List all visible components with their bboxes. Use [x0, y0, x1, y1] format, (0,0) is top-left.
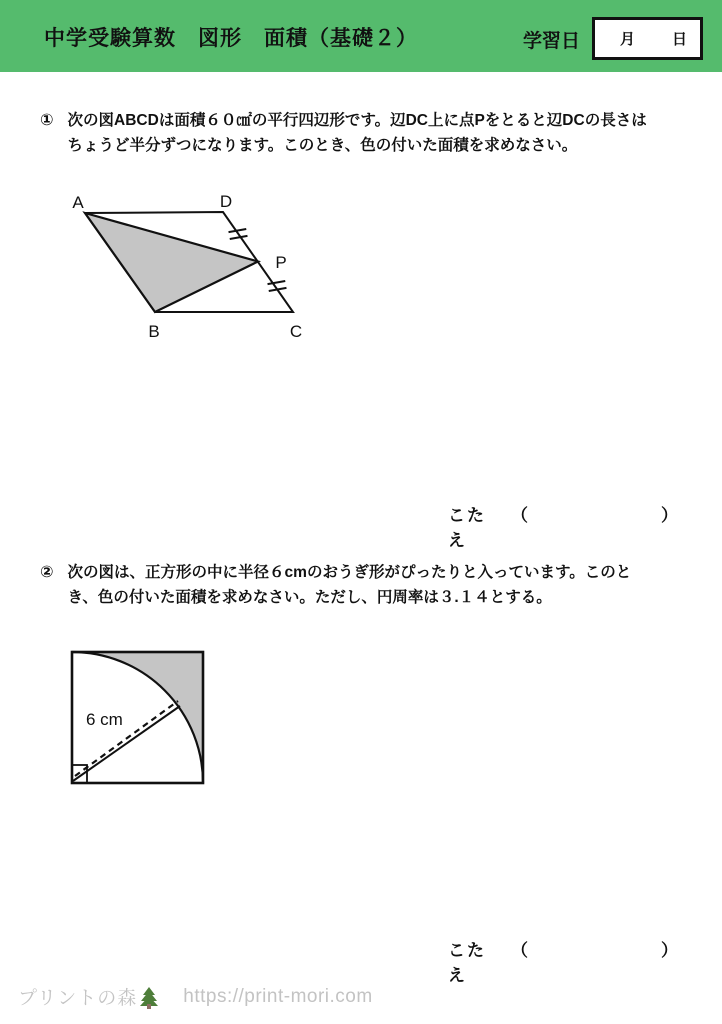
answer-1-blank — [528, 520, 661, 521]
vertex-label-c: C — [289, 322, 303, 341]
problem-1-text: 次の図ABCDは面積６０㎠の平行四辺形です。辺DC上に点Pをとると辺DCの長さはちょうど半分ずつになります。このとき、色の付いた面積を求めなさい。 — [67, 112, 647, 154]
day-label: 日 — [671, 31, 687, 48]
point-label-p: P — [275, 253, 287, 272]
answer-2-close-paren: ） — [661, 941, 678, 960]
figure-square-sector — [65, 645, 215, 795]
answer-1-open-paren: （ — [510, 506, 528, 525]
site-url: https://print-mori.com — [183, 985, 373, 1007]
site-name: プリントの森 — [18, 988, 138, 1009]
answer-2-blank — [528, 955, 661, 956]
problem-2 — [40, 560, 668, 610]
vertex-label-a: A — [72, 193, 84, 212]
problem-1 — [40, 108, 668, 158]
header-band — [0, 0, 722, 72]
answer-2-label: こたえ — [448, 941, 486, 985]
date-fill-in-box — [592, 17, 703, 60]
answer-1-close-paren: ） — [661, 506, 678, 525]
study-date-label: 学習日 — [523, 31, 581, 52]
answer-2-open-paren: （ — [510, 941, 528, 960]
answer-line-1 — [448, 501, 678, 551]
problem-1-number: ① — [40, 112, 54, 129]
evergreen-tree-icon — [139, 987, 159, 1009]
worksheet-title: 中学受験算数 図形 面積（基礎２） — [44, 27, 418, 50]
problem-2-text: 次の図は、正方形の中に半径６cmのおうぎ形がぴったりと入っています。このとき、色の付いた面積を求めなさい。ただし、円周率は３.１４とする。 — [67, 564, 632, 606]
vertex-label-b: B — [148, 322, 160, 341]
radius-label: 6 cm — [86, 710, 123, 729]
answer-1-label: こたえ — [448, 506, 486, 550]
answer-line-2 — [448, 936, 678, 986]
shaded-triangle-abp — [85, 213, 258, 312]
month-label: 月 — [619, 31, 635, 48]
footer — [18, 983, 373, 1010]
figure-parallelogram — [55, 190, 315, 345]
tick-mark-pc — [268, 281, 287, 291]
vertex-label-d: D — [219, 192, 233, 211]
problem-2-number: ② — [40, 564, 54, 581]
